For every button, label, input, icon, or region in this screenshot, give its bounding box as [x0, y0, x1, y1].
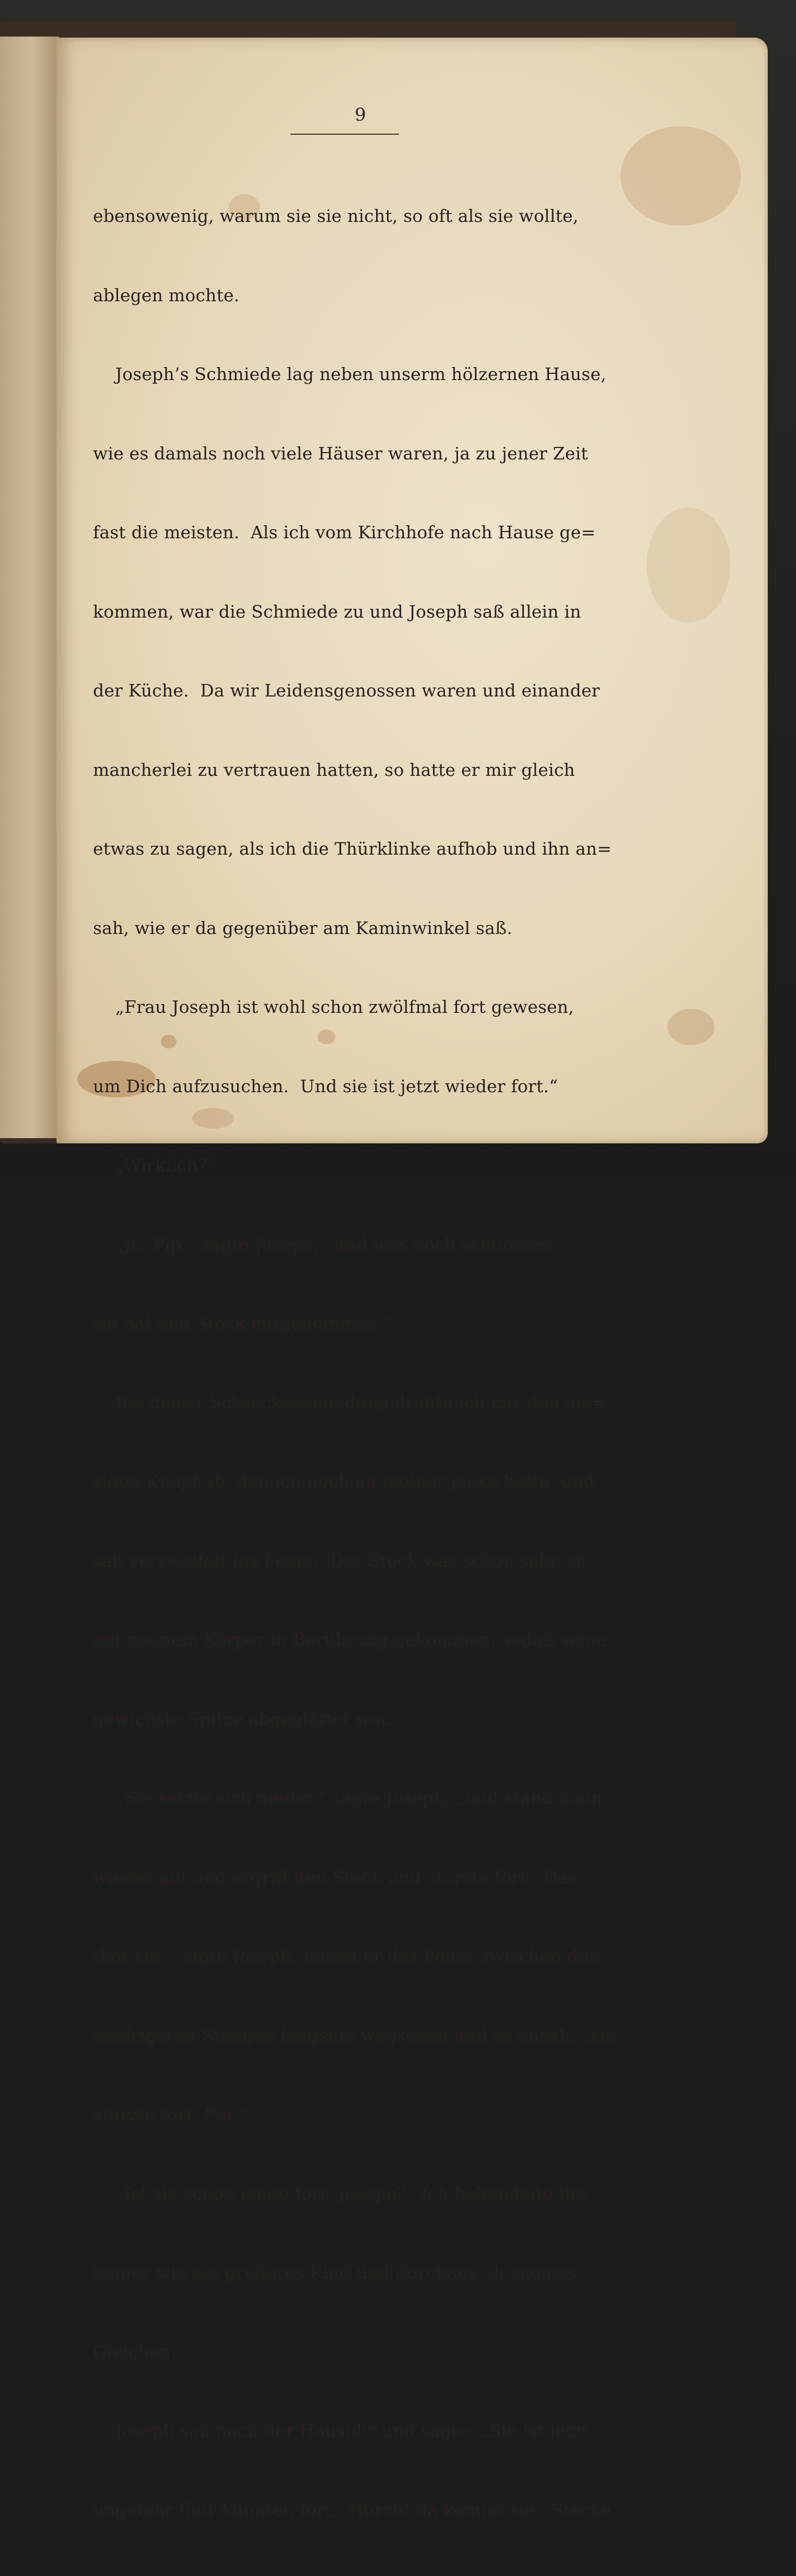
- text-line: „Wirklich?“: [93, 1155, 216, 1175]
- text-line: Joseph’s Schmiede lag neben unserm hölzernen Hause,: [93, 364, 606, 384]
- text-line: „Ja, Pip,“ sagte Joseph, „und was noch schlimmer,: [93, 1234, 558, 1255]
- text-line: „Sie setzte sich nieder,“ sagte Joseph, „und stand dann: [93, 1788, 603, 1808]
- text-line: gewichste Spitze abgeglättet war.: [93, 1708, 393, 1729]
- text-line: wie es damals noch viele Häuser waren, ja zu jener Zeit: [93, 443, 588, 464]
- text-line: ungefähr fünf Minuten fort. Horch! da kommt sie. Stecke: [93, 2499, 612, 2520]
- text-line: etwas zu sagen, als ich die Thürklinke aufhob und ihn an=: [93, 838, 612, 859]
- text-line: zigen Knopf ab, den ich noch an meiner Jacke hatte, und: [93, 1471, 595, 1492]
- text-line: mancherlei zu vertrauen hatten, so hatte er mir gleich: [93, 759, 575, 780]
- page-number: 9: [355, 104, 366, 125]
- text-line: wieder auf und ergriff den Stock und stürzte fort. Das: [93, 1866, 577, 1887]
- text-line: ablegen mochte.: [93, 285, 240, 305]
- text-line: mit meinem Körper in Berührung gekommen, sodaß seine: [93, 1629, 607, 1650]
- text-line: niedrigeren Stangen langsam wegschob und es ansah, „sie: [93, 2025, 615, 2046]
- text-line: „Frau Joseph ist wohl schon zwölfmal fort gewesen,: [93, 997, 574, 1017]
- text-line: sah, wie er da gegenüber am Kaminwinkel saß.: [93, 917, 512, 938]
- text-line: that sie,“ sagte Joseph, indem er das Feuer zwischen den: [93, 1946, 600, 1966]
- text-line: der Küche. Da wir Leidensgenossen waren und einander: [93, 680, 600, 701]
- text-line: stürzte fort, Pip.“: [93, 2104, 248, 2124]
- text-line: sah verzweifelt ins Feuer. Der Stock war schon sehr oft: [93, 1550, 589, 1571]
- text-line: um Dich aufzusuchen. Und sie ist jetzt wieder fort.“: [93, 1076, 558, 1096]
- text-line: „Ist sie schon lange fort, Joseph?“ Ich behandelte ihn: [93, 2183, 587, 2204]
- page-body-text: [93, 150, 646, 2576]
- paper-stain: [647, 507, 730, 622]
- text-line: Bei dieser Schreckensmeldung drehte ich mir den ein=: [93, 1392, 607, 1413]
- header-rule: [290, 134, 399, 135]
- text-line: Joseph sah nach der Hausuhr und sagte: „Sie ist jetzt: [93, 2420, 589, 2441]
- paper-stain: [668, 1009, 715, 1045]
- left-page-edge: [0, 37, 60, 1138]
- text-line: Gleichen.: [93, 2341, 177, 2362]
- text-line: kommen, war die Schmiede zu und Joseph saß allein in: [93, 601, 581, 622]
- text-line: sie hat den Stock mitgenommen.“: [93, 1313, 393, 1333]
- text-line: ebensowenig, warum sie sie nicht, so oft als sie wollte,: [93, 206, 579, 226]
- text-line: fast die meisten. Als ich vom Kirchhofe nach Hause ge=: [93, 522, 596, 542]
- text-line: immer wie ein größeres Kind und durchaus als meines: [93, 2262, 577, 2283]
